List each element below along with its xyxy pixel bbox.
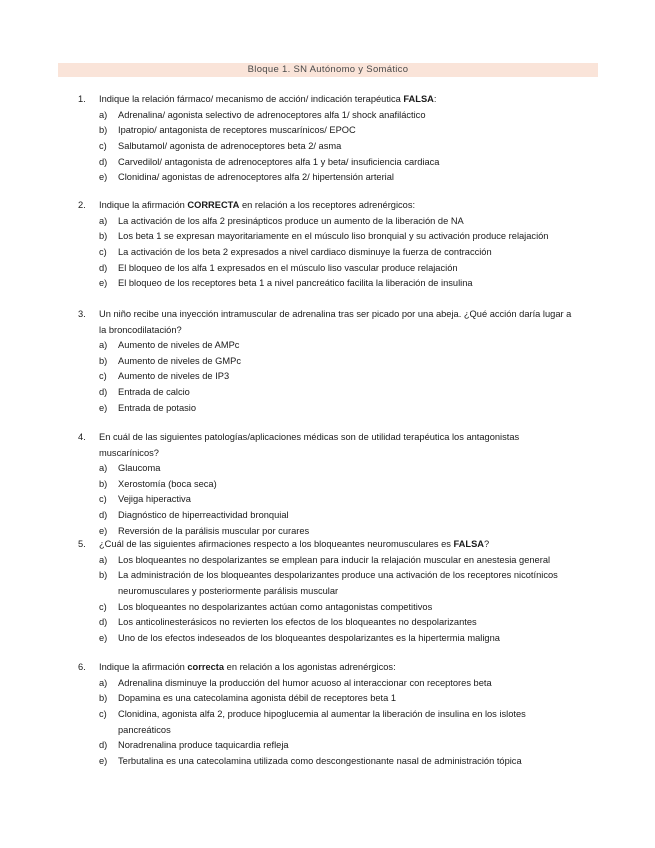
stem-emphasis: CORRECTA (187, 200, 240, 210)
option-item: a) Adrenalina disminuye la producción del humor acuoso al interaccionar con receptores beta (99, 677, 492, 688)
question-6 (78, 660, 578, 770)
stem-emphasis: FALSA (453, 539, 484, 549)
option-item: a) La activación de los alfa 2 presinápticos produce un aumento de la liberación de NA (99, 215, 464, 226)
options-list (78, 108, 578, 187)
question-number: 3. (78, 309, 86, 319)
options-list (78, 338, 578, 417)
option-item: d) Diagnóstico de hiperreactividad bronquial (99, 510, 289, 521)
section-header (58, 63, 598, 77)
option-item: b) Dopamina es una catecolamina agonista débil de receptores beta 1 (99, 693, 397, 704)
option-item: c) Salbutamol/ agonista de adrenoceptores beta 2/ asma (99, 140, 342, 151)
question-stem: 2. Indique la afirmación CORRECTA en relación a los receptores adrenérgicos: (78, 198, 578, 214)
option-item: e) Terbutalina es una catecolamina utilizada como descongestionante nasal de administración tópica (99, 756, 522, 767)
option-item: d) El bloqueo de los alfa 1 expresados en el músculo liso vascular produce relajación (99, 262, 458, 273)
question-1 (78, 92, 578, 186)
option-item: d) Entrada de calcio (99, 387, 190, 398)
question-number: 6. (78, 662, 86, 672)
option-item: d) Noradrenalina produce taquicardia refleja (99, 740, 289, 751)
option-item: e) Entrada de potasio (99, 402, 197, 413)
option-item: a) Aumento de niveles de AMPc (99, 340, 240, 350)
question-2 (78, 198, 578, 292)
option-item: c) La activación de los beta 2 expresados a nivel cardiaco disminuye la fuerza de contracción (99, 246, 492, 257)
option-item: a) Adrenalina/ agonista selectivo de adrenoceptores alfa 1/ shock anafiláctico (99, 109, 426, 120)
option-item: c) Clonidina, agonista alfa 2, produce hipoglucemia al aumentar la liberación de insulina en los islotes pancreáticos (99, 708, 526, 735)
option-item: b) La administración de los bloqueantes despolarizantes produce una activación de los receptores nicotínicos neuromusculares y posteriormente parálisis muscular (99, 570, 558, 596)
question-number: 4. (78, 432, 86, 442)
question-stem: 5. ¿Cuál de las siguientes afirmaciones respecto a los bloqueantes neuromusculares es FALSA? (78, 537, 578, 553)
stem-emphasis: correcta (187, 662, 225, 672)
question-stem: 4. En cuál de las siguientes patologías/aplicaciones médicas son de utilidad terapéutica los antagonistas muscarínicos? (78, 432, 520, 458)
question-number: 2. (78, 200, 86, 210)
option-item: e) El bloqueo de los receptores beta 1 a nivel pancreático facilita la liberación de insulina (99, 278, 473, 289)
option-item: b) Los beta 1 se expresan mayoritariamente en el músculo liso bronquial y su activación produce relajación (99, 231, 549, 242)
question-4 (78, 430, 578, 540)
stem-emphasis: FALSA (403, 94, 434, 104)
option-item: e) Uno de los efectos indeseados de los bloqueantes despolarizantes es la hipertermia maligna (99, 633, 500, 644)
section-title: Bloque 1. SN Autónomo y Somático (247, 64, 409, 75)
question-number: 1. (78, 94, 86, 104)
options-list (78, 676, 578, 770)
option-item: b) Xerostomía (boca seca) (99, 478, 217, 489)
option-item: b) Ipatropio/ antagonista de receptores muscarínicos/ EPOC (99, 125, 356, 136)
question-5 (78, 537, 578, 647)
option-item: c) Vejiga hiperactiva (99, 494, 191, 505)
options-list (78, 553, 578, 647)
options-list (78, 214, 578, 293)
option-item: a) Los bloqueantes no despolarizantes se emplean para inducir la relajación muscular en anestesia general (99, 554, 551, 565)
question-number: 5. (78, 539, 86, 549)
option-item: c) Aumento de niveles de IP3 (99, 371, 230, 382)
question-stem: 1. Indique la relación fármaco/ mecanismo de acción/ indicación terapéutica FALSA: (78, 92, 578, 108)
option-item: b) Aumento de niveles de GMPc (99, 355, 241, 366)
question-stem: 6. Indique la afirmación correcta en relación a los agonistas adrenérgicos: (78, 660, 578, 676)
option-item: a) Glaucoma (99, 463, 161, 473)
option-item: e) Clonidina/ agonistas de adrenoceptores alfa 2/ hipertensión arterial (99, 172, 394, 183)
question-3 (78, 307, 578, 417)
option-item: d) Los anticolinesterásicos no revierten los efectos de los bloqueantes no despolarizantes (99, 617, 477, 628)
question-stem: 3. Un niño recibe una inyección intramuscular de adrenalina tras ser picado por una abeja. ¿Qué acción daría lugar a la broncodilatación? (78, 309, 572, 335)
option-item: e) Reversión de la parálisis muscular por curares (99, 525, 310, 536)
options-list (78, 461, 578, 540)
option-item: c) Los bloqueantes no despolarizantes actúan como antagonistas competitivos (99, 601, 433, 612)
option-item: d) Carvedilol/ antagonista de adrenoceptores alfa 1 y beta/ insuficiencia cardiaca (99, 156, 440, 167)
